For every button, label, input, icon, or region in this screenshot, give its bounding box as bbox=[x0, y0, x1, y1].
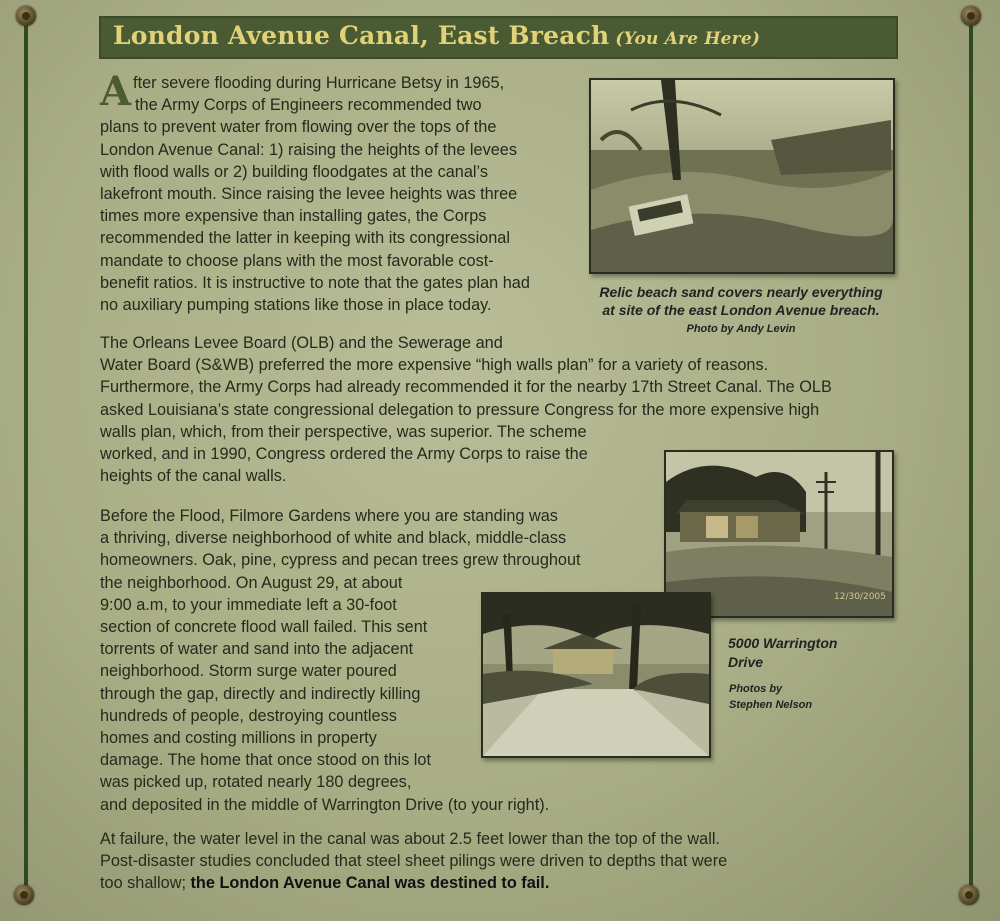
photo-date-stamp: 12/30/2005 bbox=[834, 592, 886, 602]
text-line: heights of the canal walls. bbox=[100, 467, 287, 486]
photo1-credit: Photo by Andy Levin bbox=[686, 323, 796, 335]
text-plain: too shallow; bbox=[100, 874, 191, 893]
text-line: hundreds of people, destroying countless bbox=[100, 706, 397, 725]
text-line: Before the Flood, Filmore Gardens where you are standing was bbox=[100, 507, 558, 525]
text-line: no auxiliary pumping stations like those in place today. bbox=[100, 296, 492, 315]
text-line: homeowners. Oak, pine, cypress and pecan trees grew throughout bbox=[100, 551, 581, 570]
text-line: neighborhood. Storm surge water poured bbox=[100, 662, 397, 681]
sign-title bbox=[113, 21, 760, 50]
caption-line: Drive bbox=[728, 654, 764, 670]
text-line: Post-disaster studies concluded that steel sheet pilings were driven to depths that were bbox=[100, 852, 728, 871]
photo1-caption bbox=[593, 283, 889, 319]
text-line: Furthermore, the Army Corps had already recommended it for the nearby 17th Street Canal. The OLB bbox=[100, 378, 832, 397]
sign-title-bar bbox=[99, 16, 898, 59]
text-line: asked Louisiana’s state congressional delegation to pressure Congress for the more expensive high bbox=[100, 400, 820, 419]
text-line: plans to prevent water from flowing over the tops of the bbox=[100, 118, 497, 137]
paragraph-4 bbox=[100, 828, 727, 895]
right-mounting-rail bbox=[969, 8, 973, 904]
text-line: damage. The home that once stood on this lot bbox=[100, 751, 431, 770]
text-line: 9:00 a.m, to your immediate left a 30-foot bbox=[100, 595, 397, 614]
credit-line: Photos by bbox=[729, 683, 783, 695]
mounting-bolt-icon bbox=[14, 885, 34, 905]
paragraph-1 bbox=[100, 68, 530, 316]
text-line: lakefront mouth. Since raising the levee heights was three bbox=[100, 185, 518, 204]
credit-line: Stephen Nelson bbox=[729, 699, 813, 711]
photos23-credit bbox=[729, 681, 812, 713]
text-line: and deposited in the middle of Warrington Drive (to your right). bbox=[100, 795, 550, 814]
text-line: the Army Corps of Engineers recommended two bbox=[135, 96, 482, 115]
text-line: recommended the latter in keeping with its congressional bbox=[100, 229, 510, 248]
photo-beach-sand-breach bbox=[589, 78, 895, 274]
text-line: walls plan, which, from their perspective, was superior. The scheme bbox=[100, 422, 587, 441]
photo-warrington-drive-street bbox=[481, 592, 711, 758]
sign-title-subtitle: (You Are Here) bbox=[615, 29, 761, 49]
caption-line: at site of the east London Avenue breach. bbox=[602, 302, 880, 318]
text-line: the neighborhood. On August 29, at about bbox=[100, 573, 403, 592]
left-mounting-rail bbox=[24, 8, 28, 904]
text-line: through the gap, directly and indirectly killing bbox=[100, 684, 421, 703]
text-line: benefit ratios. It is instructive to note that the gates plan had bbox=[100, 273, 530, 292]
caption-line: 5000 Warrington bbox=[728, 635, 838, 651]
text-line: homes and costing millions in property bbox=[100, 729, 377, 748]
text-line: section of concrete flood wall failed. This sent bbox=[100, 618, 428, 637]
text-line: mandate to choose plans with the most favorable cost- bbox=[100, 251, 494, 270]
photos23-caption bbox=[728, 634, 837, 672]
text-line: torrents of water and sand into the adjacent bbox=[100, 640, 414, 659]
text-line: The Orleans Levee Board (OLB) and the Sewerage and bbox=[100, 334, 503, 352]
mounting-bolt-icon bbox=[959, 885, 979, 905]
mounting-bolt-icon bbox=[16, 6, 36, 26]
text-line bbox=[100, 872, 727, 894]
text-line: Water Board (S&WB) preferred the more expensive “high walls plan” for a variety of reasons. bbox=[100, 356, 769, 375]
drop-cap: A bbox=[100, 68, 132, 115]
text-line: with flood walls or 2) building floodgates at the canal’s bbox=[100, 162, 488, 181]
caption-line: Relic beach sand covers nearly everything bbox=[599, 284, 883, 300]
text-line: worked, and in 1990, Congress ordered the Army Corps to raise the bbox=[100, 445, 588, 464]
conclusion-emphasis: the London Avenue Canal was destined to fail. bbox=[190, 874, 550, 893]
sign-title-text: London Avenue Canal, East Breach bbox=[113, 21, 610, 50]
mounting-bolt-icon bbox=[961, 6, 981, 26]
text-line: fter severe flooding during Hurricane Betsy in 1965, bbox=[133, 74, 505, 92]
text-line: London Avenue Canal: 1) raising the heights of the levees bbox=[100, 140, 517, 159]
text-line: At failure, the water level in the canal was about 2.5 feet lower than the top of the wall. bbox=[100, 830, 720, 848]
text-line: was picked up, rotated nearly 180 degrees, bbox=[100, 773, 412, 792]
text-line: a thriving, diverse neighborhood of white and black, middle-class bbox=[100, 529, 567, 548]
text-line: times more expensive than installing gates, the Corps bbox=[100, 207, 487, 226]
